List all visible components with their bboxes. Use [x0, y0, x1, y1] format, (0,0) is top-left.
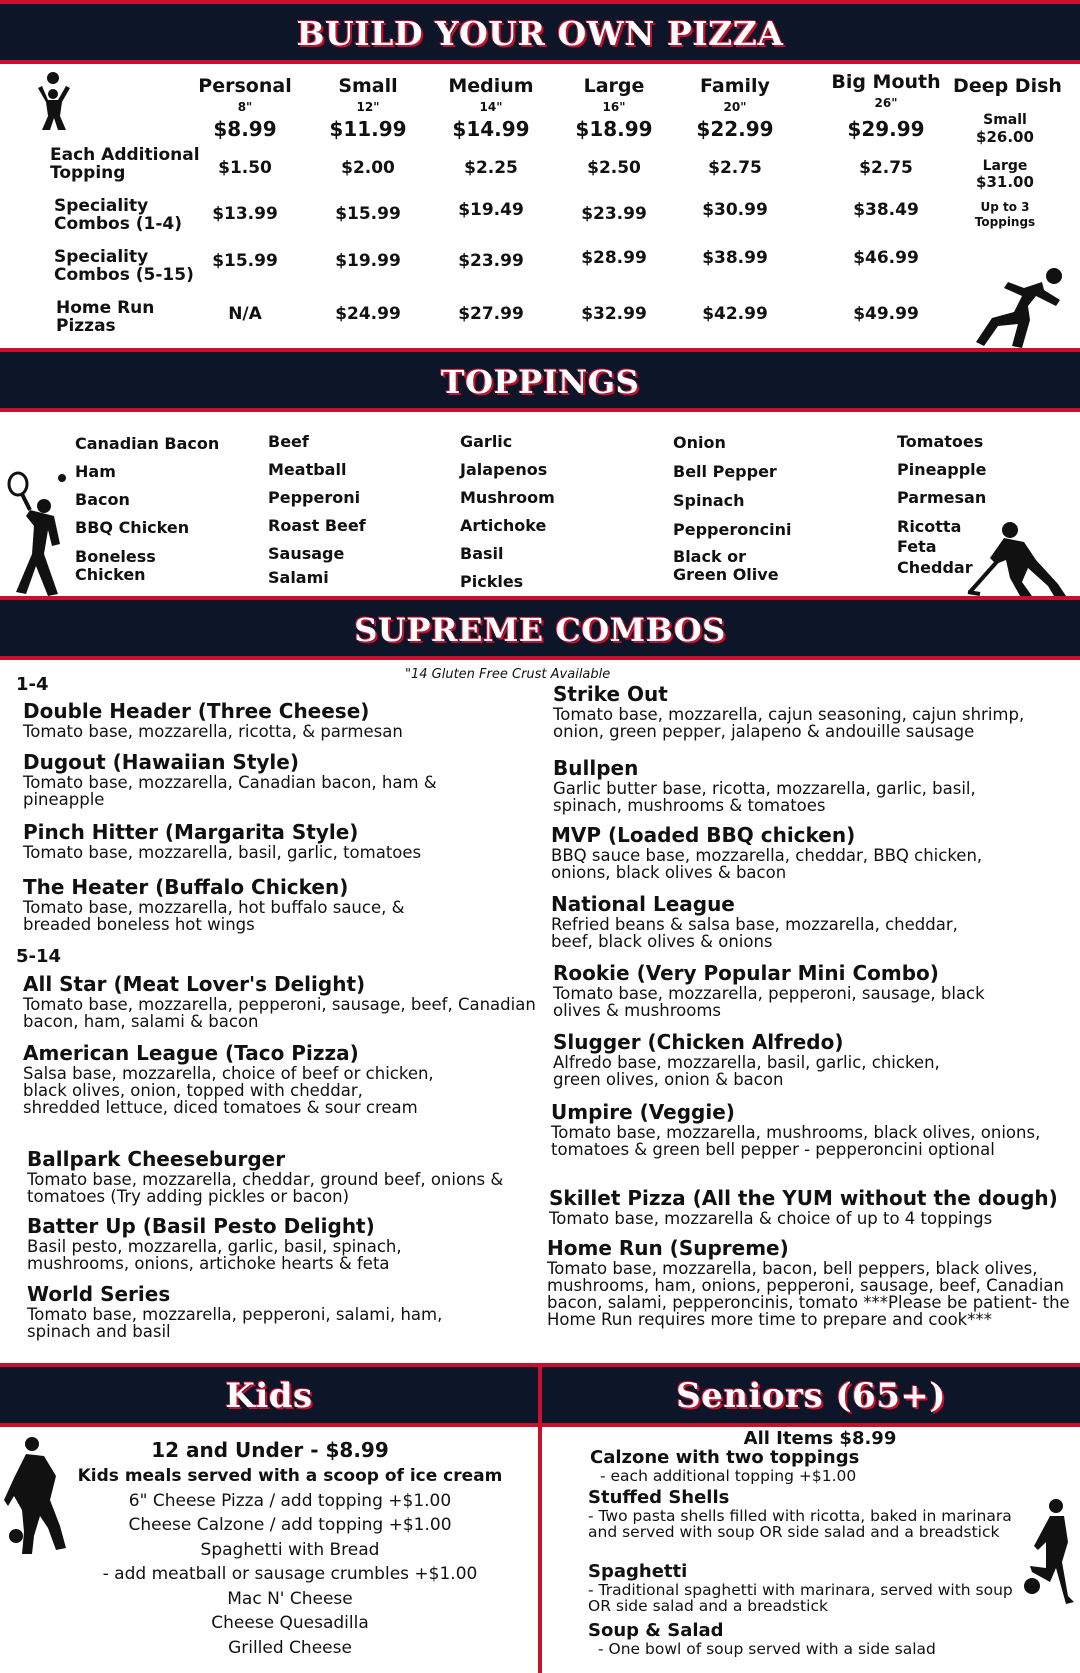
- combo-item: [551, 892, 971, 950]
- supreme-banner: [0, 596, 1080, 660]
- topping-item: Pickles: [460, 572, 524, 591]
- price-cell: $2.00: [341, 158, 395, 178]
- combo-desc: Tomato base, mozzarella, basil, garlic, tomatoes: [23, 843, 422, 862]
- combo-name: Rookie (Very Popular Mini Combo): [553, 961, 939, 985]
- topping-item: Feta: [897, 537, 937, 556]
- kids-title: 12 and Under - $8.99: [151, 1438, 389, 1462]
- tennis-player-icon: [4, 470, 72, 598]
- combo-desc: Tomato base, mozzarella & choice of up to 4 toppings: [549, 1209, 993, 1228]
- topping-item: Jalapenos: [460, 460, 548, 479]
- size-name: Big Mouth: [831, 71, 941, 93]
- deep-dish-title: Deep Dish: [953, 75, 1062, 97]
- senior-item: [588, 1487, 1018, 1540]
- gluten-free-note: "14 Gluten Free Crust Available: [405, 667, 611, 682]
- toppings-banner: [0, 348, 1080, 412]
- price-cell: $2.50: [587, 158, 641, 178]
- soccer-player-icon: [1022, 1498, 1078, 1608]
- topping-item: Garlic: [460, 432, 513, 451]
- topping-item: Artichoke: [460, 516, 547, 535]
- combo-desc: Tomato base, mozzarella, bacon, bell peppers, black olives, mushrooms, ham, onions, pepperoni, sausage, beef, Canadian bacon, salami, pepperoncinis, tomato ***Please be patient- the Home Run requires more time to prepare and cook***: [547, 1259, 1070, 1329]
- size-inch: 14": [479, 100, 503, 114]
- group-label: 5-14: [16, 946, 62, 967]
- group-label: 1-4: [16, 674, 49, 695]
- combo-name: Slugger (Chicken Alfredo): [553, 1030, 844, 1054]
- size-inch: 8": [237, 100, 253, 114]
- senior-item-desc: - each additional topping +$1.00: [600, 1467, 857, 1485]
- price-cell: $15.99: [335, 204, 401, 224]
- senior-item: [588, 1561, 1018, 1614]
- combo-name: Umpire (Veggie): [551, 1100, 735, 1124]
- topping-item: Roast Beef: [268, 516, 366, 535]
- price-cell: $15.99: [212, 251, 278, 271]
- combo-item: [23, 699, 543, 740]
- combo-name: Strike Out: [553, 682, 668, 706]
- combo-name: Double Header (Three Cheese): [23, 699, 370, 723]
- combo-item: [551, 823, 1021, 881]
- deep-dish-small-price: $26.00: [976, 128, 1034, 146]
- topping-item: Canadian Bacon: [75, 434, 220, 453]
- topping-item: Basil: [460, 544, 504, 563]
- toppings-column: [75, 430, 255, 584]
- combo-name: Skillet Pizza (All the YUM without the dough): [549, 1186, 1058, 1210]
- price-cell: $28.99: [581, 248, 647, 268]
- combo-name: American League (Taco Pizza): [23, 1041, 359, 1065]
- combo-desc: Tomato base, mozzarella, Canadian bacon, ham & pineapple: [23, 773, 437, 809]
- toppings-column: [673, 428, 843, 584]
- kids-line: Mac N' Cheese: [227, 1588, 353, 1609]
- combo-desc: Tomato base, mozzarella, cajun seasoning, cajun shrimp, onion, green pepper, jalapeno & andouille sausage: [553, 705, 1025, 741]
- price-cell: $13.99: [212, 204, 278, 224]
- combo-name: MVP (Loaded BBQ chicken): [551, 823, 856, 847]
- topping-item: Cheddar: [897, 558, 973, 577]
- combo-desc: Salsa base, mozzarella, choice of beef or chicken, black olives, onion, topped with cheddar, shredded lettuce, diced tomatoes & sour cream: [23, 1064, 434, 1117]
- toppings-column: [460, 428, 620, 596]
- topping-item: Ricotta: [897, 517, 962, 536]
- combo-item: [549, 1186, 1074, 1227]
- price-cell: $27.99: [458, 304, 524, 324]
- combo-item: [27, 1147, 507, 1205]
- combo-item: [553, 756, 1033, 814]
- combo-desc: Tomato base, mozzarella, ricotta, & parmesan: [23, 722, 403, 741]
- seniors-title: All Items $8.99: [743, 1428, 897, 1449]
- topping-item: Ham: [75, 462, 116, 481]
- combo-name: Ballpark Cheeseburger: [27, 1147, 286, 1171]
- combo-desc: BBQ sauce base, mozzarella, cheddar, BBQ chicken, onions, black olives & bacon: [551, 846, 983, 882]
- kids-list: [60, 1464, 520, 1660]
- combo-name: National League: [551, 892, 735, 916]
- combo-name: All Star (Meat Lover's Delight): [23, 972, 366, 996]
- deep-dish-small-label: Small: [983, 112, 1027, 128]
- size-price: $8.99: [213, 117, 277, 141]
- senior-item-name: Soup & Salad: [588, 1620, 724, 1641]
- kids-line: Grilled Cheese: [228, 1637, 352, 1658]
- kids-line: 6" Cheese Pizza / add topping +$1.00: [128, 1490, 452, 1511]
- combo-desc: Tomato base, mozzarella, pepperoni, sausage, beef, Canadian bacon, ham, salami & bacon: [23, 995, 536, 1031]
- kids-line: Cheese Calzone / add topping +$1.00: [128, 1515, 452, 1535]
- price-cell: $32.99: [581, 304, 647, 324]
- price-cell: $19.99: [335, 251, 401, 271]
- combo-desc: Refried beans & salsa base, mozzarella, cheddar, beef, black olives & onions: [551, 915, 958, 951]
- deep-dish-large-price: $31.00: [976, 173, 1034, 191]
- kids-banner: [0, 1363, 538, 1427]
- senior-item-name: Spaghetti: [588, 1561, 688, 1582]
- price-cell: $2.75: [859, 158, 913, 178]
- senior-item-name: Calzone with two toppings: [590, 1447, 860, 1468]
- size-inch: 26": [874, 96, 898, 110]
- runner-icon: [972, 266, 1072, 350]
- combo-item: [27, 1282, 487, 1340]
- size-inch: 12": [356, 100, 380, 114]
- price-cell: $38.99: [702, 248, 768, 268]
- topping-item: Bell Pepper: [673, 462, 777, 481]
- combo-desc: Tomato base, mozzarella, cheddar, ground beef, onions & tomatoes (Try adding pickles or bacon): [27, 1170, 504, 1206]
- volleyball-player-icon: [28, 72, 78, 132]
- price-cell: $38.49: [853, 200, 919, 220]
- row-label: Home Run Pizzas: [56, 298, 155, 336]
- combo-item: [551, 1100, 1056, 1158]
- topping-item: Pineapple: [897, 460, 987, 479]
- byo-banner-title: BUILD YOUR OWN PIZZA: [296, 14, 784, 53]
- topping-item: Mushroom: [460, 488, 555, 507]
- size-name: Large: [583, 75, 645, 97]
- price-cell: $46.99: [853, 248, 919, 268]
- basketball-player-icon: [4, 1436, 74, 1556]
- topping-item: Meatball: [268, 460, 347, 479]
- size-price: $29.99: [847, 117, 925, 141]
- combo-desc: Garlic butter base, ricotta, mozzarella, garlic, basil, spinach, mushrooms & tomatoes: [553, 779, 976, 815]
- price-cell: $30.99: [702, 200, 768, 220]
- combo-desc: Tomato base, mozzarella, pepperoni, salami, ham, spinach and basil: [27, 1305, 443, 1341]
- topping-item: Onion: [673, 433, 726, 452]
- kids-line: Spaghetti with Bread: [200, 1539, 380, 1560]
- price-cell: $24.99: [335, 304, 401, 324]
- size-price: $18.99: [575, 117, 653, 141]
- deep-dish-large-label: Large: [982, 158, 1028, 174]
- topping-item: Pepperoni: [268, 488, 361, 507]
- combo-desc: Tomato base, mozzarella, mushrooms, black olives, onions, tomatoes & green bell pepper - pepperoncini optional: [551, 1123, 1041, 1159]
- row-label: Speciality Combos (5-15): [54, 247, 194, 285]
- size-name: Family: [700, 75, 770, 97]
- senior-item-desc: - One bowl of soup served with a side salad: [598, 1640, 936, 1658]
- combo-name: Batter Up (Basil Pesto Delight): [27, 1214, 375, 1238]
- size-name: Medium: [448, 75, 534, 97]
- size-name: Small: [338, 75, 398, 97]
- price-cell: $2.25: [464, 158, 518, 178]
- topping-item: Salami: [268, 568, 329, 587]
- combo-item: [27, 1214, 497, 1272]
- topping-item: Tomatoes: [897, 432, 984, 451]
- combo-item: [553, 1030, 963, 1088]
- topping-item: Sausage: [268, 544, 345, 563]
- combo-item: [23, 1041, 443, 1116]
- combo-name: Bullpen: [553, 756, 639, 780]
- price-cell: $1.50: [218, 158, 272, 178]
- topping-item: Bacon: [75, 490, 130, 509]
- combo-item: [547, 1236, 1072, 1328]
- combo-name: World Series: [27, 1282, 171, 1306]
- toppings-banner-title: TOPPINGS: [440, 363, 640, 401]
- toppings-column: [268, 428, 438, 592]
- price-cell: $23.99: [458, 251, 524, 271]
- topping-item: Beef: [268, 432, 309, 451]
- kids-line: - add meatball or sausage crumbles +$1.00: [102, 1564, 478, 1584]
- deep-dish-note: Up to 3 Toppings: [974, 200, 1036, 229]
- combo-desc: Basil pesto, mozzarella, garlic, basil, spinach, mushrooms, onions, artichoke hearts & feta: [27, 1237, 402, 1273]
- supreme-banner-title: SUPREME COMBOS: [354, 611, 726, 649]
- size-price: $11.99: [329, 117, 407, 141]
- combo-name: Pinch Hitter (Margarita Style): [23, 820, 359, 844]
- price-cell: $49.99: [853, 304, 919, 324]
- combo-name: Home Run (Supreme): [547, 1236, 789, 1260]
- combo-desc: Tomato base, mozzarella, hot buffalo sauce, & breaded boneless hot wings: [23, 898, 405, 934]
- hockey-player-icon: [966, 520, 1070, 598]
- row-label: Each Additional Topping: [50, 145, 200, 183]
- price-cell: $42.99: [702, 304, 768, 324]
- combo-item: [553, 961, 1013, 1019]
- size-name: Personal: [198, 75, 292, 97]
- combo-item: [23, 972, 543, 1030]
- column-divider: [538, 1363, 542, 1673]
- seniors-banner-title: Seniors (65+): [676, 1376, 946, 1416]
- size-price: $22.99: [696, 117, 774, 141]
- combo-desc: Tomato base, mozzarella, pepperoni, sausage, black olives & mushrooms: [553, 984, 985, 1020]
- price-cell: $23.99: [581, 204, 647, 224]
- senior-item: [590, 1447, 1010, 1484]
- kids-line: Kids meals served with a scoop of ice cream: [77, 1466, 503, 1486]
- combo-item: [23, 820, 543, 861]
- combo-name: The Heater (Buffalo Chicken): [23, 875, 349, 899]
- size-inch: 16": [602, 100, 626, 114]
- senior-item-desc: - Traditional spaghetti with marinara, served with soup OR side salad and a breadstick: [588, 1581, 1013, 1615]
- topping-item: Black or Green Olive: [673, 547, 779, 584]
- topping-item: Spinach: [673, 491, 745, 510]
- senior-item: [588, 1620, 1018, 1657]
- price-cell: N/A: [228, 304, 262, 324]
- topping-item: Boneless Chicken: [75, 547, 156, 584]
- byo-banner: [0, 0, 1080, 64]
- topping-item: Parmesan: [897, 488, 987, 507]
- topping-item: Pepperoncini: [673, 520, 792, 539]
- senior-item-name: Stuffed Shells: [588, 1487, 730, 1508]
- combo-desc: Alfredo base, mozzarella, basil, garlic, chicken, green olives, onion & bacon: [553, 1053, 940, 1089]
- row-label: Speciality Combos (1-4): [54, 196, 183, 234]
- combo-item: [23, 750, 463, 808]
- kids-line: Cheese Quesadilla: [211, 1613, 369, 1633]
- price-cell: $2.75: [708, 158, 762, 178]
- senior-item-desc: - Two pasta shells filled with ricotta, baked in marinara and served with soup OR side salad and a breadstick: [588, 1507, 1012, 1541]
- combo-item: [553, 682, 1063, 740]
- price-cell: $19.49: [458, 200, 524, 220]
- seniors-banner: [542, 1363, 1080, 1427]
- combo-name: Dugout (Hawaiian Style): [23, 750, 299, 774]
- topping-item: BBQ Chicken: [75, 518, 190, 537]
- kids-banner-title: Kids: [225, 1376, 313, 1416]
- size-inch: 20": [723, 100, 747, 114]
- size-price: $14.99: [452, 117, 530, 141]
- combo-item: [23, 875, 463, 933]
